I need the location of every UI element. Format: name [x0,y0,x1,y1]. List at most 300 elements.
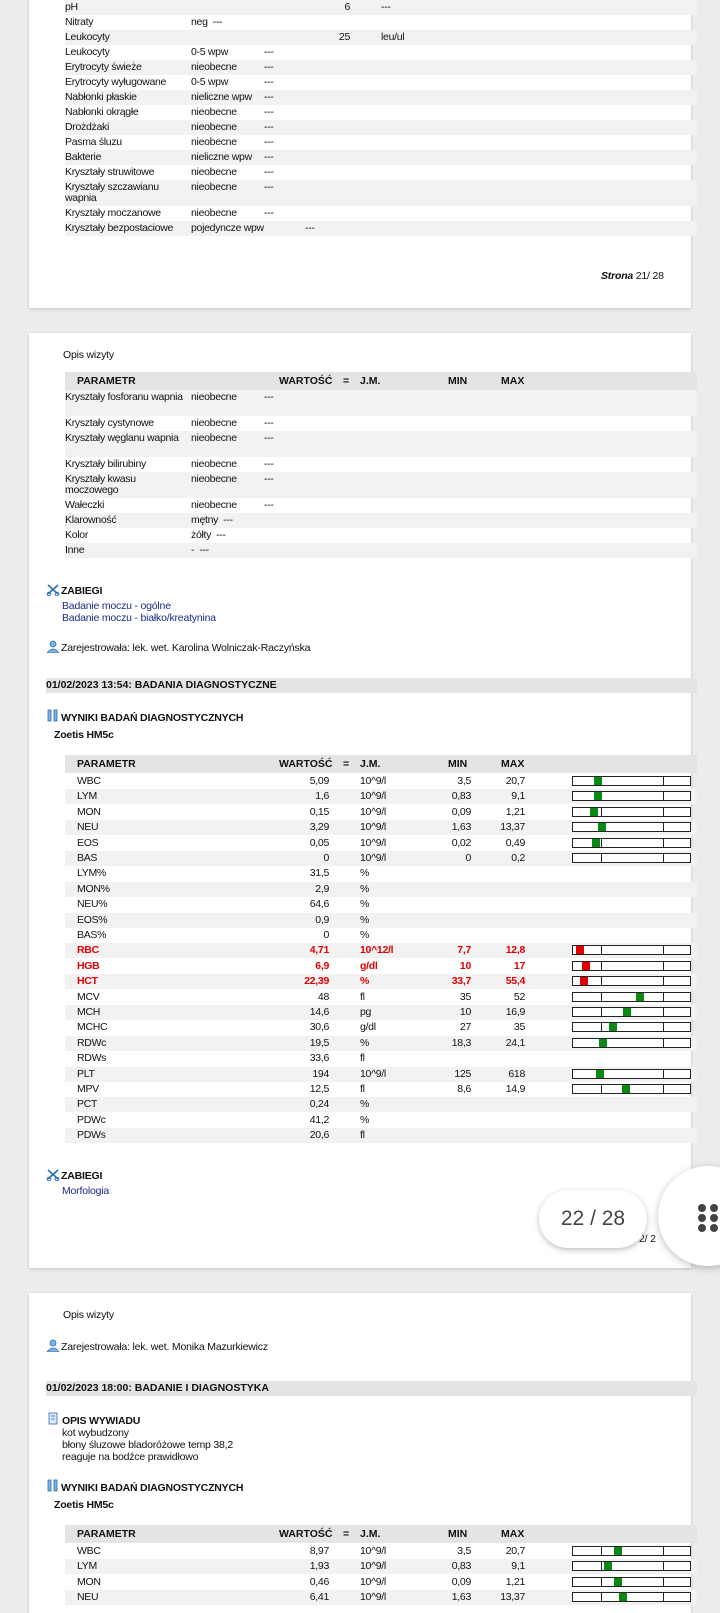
menu-dot [698,1224,706,1232]
table-row [65,959,697,974]
param-value: 0,05 [309,836,329,849]
param-value: 14,6 [309,1006,329,1018]
param-value: 0 [323,852,329,864]
header-eq: = [343,1528,350,1540]
range-tick-max [663,1562,664,1570]
range-marker [623,1008,631,1016]
range-marker [622,1085,630,1093]
param-value-text: - [191,544,195,556]
param-unit: 10^9/l [360,1545,386,1557]
param-value: 6,9 [315,959,329,972]
section-title: 01/02/2023 18:00: BADANIE I DIAGNOSTYKA [46,1382,269,1394]
range-tick-max [663,854,664,862]
range-bar [572,807,691,817]
range-marker [576,946,584,954]
param-name: NEU [77,821,99,834]
param-value: 48 [317,990,329,1003]
registered-by: Zarejestrowała: lek. wet. Karolina Wolniczak-Raczyńska [61,642,311,654]
range-tick-max [663,823,664,831]
param-value: 64,6 [309,898,329,911]
table-row [65,416,697,431]
param-value: nieobecne [191,432,237,444]
table-row [65,120,697,135]
range-tick-max [663,839,664,847]
param-value: nieobecne [191,391,237,403]
param-name: NEU [77,1591,99,1604]
param-value: 0,24 [309,1098,329,1111]
range-tick-min [601,946,602,954]
param-min: 33,7 [451,975,471,988]
param-unit: 10^9/l [360,775,386,787]
header-min: MIN [448,375,468,387]
param-value: 31,5 [309,867,329,880]
param-value: 6,41 [309,1591,329,1604]
param-name: BAS% [77,929,107,941]
table-row [65,60,697,75]
param-unit: --- [381,1,391,13]
param-name: NEU% [77,898,108,911]
range-bar [572,961,691,971]
table-row [65,1544,697,1559]
table-row [65,90,697,105]
section-title: 01/02/2023 13:54: BADANIA DIAGNOSTYCZNE [46,679,277,691]
range-tick-max [663,946,664,954]
param-value: 25 [338,31,350,43]
range-marker [580,977,588,985]
param-name: MON [77,1575,101,1588]
param-name: RDWs [77,1052,107,1065]
range-tick-max [663,962,664,970]
param-value: 194 [312,1067,329,1080]
registered-by: Zarejestrowała: lek. wet. Monika Mazurkiewicz [61,1341,268,1353]
table-row [65,789,697,804]
procedure-link-morphology[interactable]: Morfologia [62,1185,110,1197]
param-min: 10 [459,959,471,972]
param-value: 2,9 [315,882,329,895]
param-min: 0,09 [451,1575,471,1588]
param-value: 0-5 wpw [191,76,228,88]
param-max: 20,7 [505,775,525,787]
param-name: Klarowność [65,514,117,526]
range-tick-min [601,839,602,847]
param-max: 1,21 [505,1575,525,1588]
param-name: pH [65,1,78,13]
range-tick-min [601,808,602,816]
range-tick-max [663,1023,664,1031]
device-name: Zoetis HM5c [54,1499,114,1511]
param-unit: --- [264,499,274,511]
param-value [191,544,209,557]
range-bar [572,838,691,848]
table-row [65,30,697,45]
param-value-text: mętny [191,514,219,526]
param-unit: % [360,1098,370,1111]
param-name: BAS [77,852,98,864]
param-unit: g/dl [360,959,378,972]
param-unit: --- [264,166,274,178]
table-row [65,498,697,513]
interview-title: OPIS WYWIADU [62,1415,141,1427]
report-page-23 [29,1293,691,1613]
param-value: 30,6 [309,1021,329,1034]
param-name: Pasma śluzu [65,136,122,148]
param-value: nieobecne [191,61,237,73]
range-bar [572,1561,691,1571]
range-bar [572,791,691,801]
param-unit: % [360,975,370,988]
param-unit: g/dl [360,1021,376,1034]
test-tubes-icon [46,1479,60,1492]
param-value: nieobecne [191,458,237,470]
range-tick-max [663,1008,664,1016]
range-marker [594,792,602,800]
param-max: 16,9 [505,1006,525,1018]
param-unit: --- [264,121,274,133]
param-unit: --- [264,151,274,163]
range-tick-min [601,854,602,862]
param-name: WBC [77,775,101,787]
param-value-text: żółty [191,529,212,541]
table-row [65,390,697,416]
param-max: 35 [513,1021,525,1034]
range-tick-max [663,1085,664,1093]
visit-description-label: Opis wizyty [63,349,114,361]
param-min: 27 [459,1021,471,1034]
interview-line: kot wybudzony [62,1427,129,1439]
param-unit: fl [360,1052,365,1065]
param-value: nieobecne [191,207,237,219]
param-name: MPV [77,1083,99,1095]
range-marker [609,1023,617,1031]
param-max: 1,21 [505,805,525,818]
param-name: Erytrocyty wyługowane [65,76,167,88]
menu-dot [710,1224,718,1232]
param-name: Nabłonki płaskie [65,91,137,103]
param-name: LYM [77,790,97,803]
table-row [65,206,697,221]
range-tick-min [601,1023,602,1031]
param-value [191,16,222,29]
procedures-title: ZABIEGI [61,1170,103,1182]
visit-description-label: Opis wizyty [63,1309,114,1321]
param-value: 0 [323,929,329,941]
table-row [65,180,697,206]
param-value: 33,6 [309,1052,329,1065]
param-unit: fl [360,1083,365,1095]
range-bar [572,992,691,1002]
param-value: nieobecne [191,473,237,485]
param-name: HCT [77,975,98,988]
param-value: 12,5 [309,1083,329,1095]
range-tick-min [601,1578,602,1586]
procedure-link-urine-protein[interactable]: Badanie moczu - białko/kreatynina [62,612,216,624]
param-unit: --- [223,514,233,526]
param-unit: --- [264,473,274,485]
table-row [65,1020,697,1035]
param-unit: 10^9/l [360,836,386,849]
param-name: PDWc [77,1113,106,1126]
page-indicator[interactable]: 22 / 28 [539,1190,647,1248]
param-max: 12,8 [505,944,525,957]
header-wartosc: WARTOŚĆ [279,758,333,770]
param-value: 19,5 [309,1036,329,1049]
range-tick-min [601,1547,602,1555]
param-unit: --- [199,544,209,556]
range-bar [572,1577,691,1587]
range-marker [592,839,600,847]
param-min: 3,5 [457,775,471,787]
param-min: 0,83 [451,1560,471,1573]
header-eq: = [343,758,350,770]
header-max: MAX [501,375,525,387]
param-name: EOS% [77,913,108,926]
header-unit: J.M. [360,758,381,770]
param-name: PLT [77,1067,95,1080]
param-unit: --- [264,76,274,88]
param-name: Erytrocyty świeże [65,61,142,73]
param-unit: --- [264,136,274,148]
table-row [65,221,697,236]
param-unit: % [360,882,370,895]
report-page-22 [29,333,691,1268]
header-max: MAX [501,758,525,770]
param-unit: 10^12/l [360,944,394,957]
range-marker [590,808,598,816]
range-tick-max [663,977,664,985]
param-max: 52 [513,990,525,1003]
param-unit: --- [264,432,274,444]
table-row [65,472,697,498]
blood-table-header [65,755,697,773]
table-row [65,974,697,989]
header-unit: J.M. [360,375,381,387]
param-min: 3,5 [457,1545,471,1557]
param-unit: 10^9/l [360,1560,386,1573]
param-min: 1,63 [451,821,471,834]
param-max: 618 [508,1067,525,1080]
param-min: 7,7 [457,944,471,957]
range-marker [594,777,602,785]
table-row [65,1067,697,1082]
param-unit: leu/ul [381,31,405,43]
param-max: 24,1 [505,1036,525,1049]
param-value: nieobecne [191,121,237,133]
range-marker [614,1547,622,1555]
param-name: MON [77,805,101,818]
param-unit: --- [264,46,274,58]
param-value: 8,97 [309,1545,329,1557]
header-unit: J.M. [360,1528,381,1540]
param-max: 9,1 [511,790,525,803]
param-unit: 10^9/l [360,821,386,834]
param-name: MON% [77,882,110,895]
page-footer [601,270,664,282]
param-min: 0,02 [451,836,471,849]
param-unit: --- [264,106,274,118]
param-unit: --- [264,417,274,429]
range-marker [599,1039,607,1047]
param-min: 8,6 [457,1083,471,1095]
range-marker [604,1562,612,1570]
param-unit: 10^9/l [360,1067,386,1080]
section-header-examination [46,1381,697,1396]
range-tick-max [663,792,664,800]
section-header-diagnostics [46,678,697,693]
range-bar [572,976,691,986]
param-max: 55,4 [505,975,525,988]
range-bar [572,1069,691,1079]
table-row [65,75,697,90]
range-bar [572,776,691,786]
table-row [65,1005,697,1020]
header-wartosc: WARTOŚĆ [279,375,333,387]
range-tick-min [601,1008,602,1016]
interview-line: reaguje na bodźce prawidłowo [62,1451,199,1463]
param-value: 1,93 [309,1560,329,1573]
param-unit: --- [264,181,274,193]
header-min: MIN [448,758,468,770]
param-value: nieobecne [191,499,237,511]
table-row [65,528,697,543]
param-min: 35 [459,990,471,1003]
range-tick-max [663,1039,664,1047]
param-name: PDWs [77,1129,106,1142]
range-tick-max [663,1578,664,1586]
param-min: 125 [454,1067,471,1080]
param-unit: % [360,913,370,926]
range-bar [572,945,691,955]
range-tick-min [601,1085,602,1093]
param-min: 10 [459,1006,471,1018]
param-value-text: neg [191,16,208,28]
procedure-icon [46,1168,60,1181]
param-value: 41,2 [309,1113,329,1126]
table-row [65,1082,697,1097]
header-eq: = [343,375,350,387]
param-unit: 10^9/l [360,790,386,803]
table-row [65,457,697,472]
table-row [65,928,697,943]
param-name: WBC [77,1545,101,1557]
table-row [65,866,697,881]
interview-text [62,1427,233,1463]
param-unit: % [360,929,370,941]
table-row [65,943,697,958]
param-value: nieobecne [191,106,237,118]
param-value: 3,29 [309,821,329,834]
menu-dot [698,1204,706,1212]
range-bar [572,1546,691,1556]
param-value: nieliczne wpw [191,91,252,103]
diagnostic-results-title: WYNIKI BADAŃ DIAGNOSTYCZNYCH [61,1482,244,1494]
table-row [65,513,697,528]
param-value: nieobecne [191,166,237,178]
table-row [65,1097,697,1112]
param-max: 13,37 [500,821,525,834]
param-value: 22,39 [304,975,329,988]
table-row [65,774,697,789]
header-min: MIN [448,1528,468,1540]
test-tubes-icon [46,709,60,722]
param-name: Bakterie [65,151,102,163]
range-tick-max [663,993,664,1001]
param-max: 0,49 [505,836,525,849]
diagnostic-results-title: WYNIKI BADAŃ DIAGNOSTYCZNYCH [61,712,244,724]
range-tick-min [601,962,602,970]
menu-dot [710,1204,718,1212]
param-value: 1,6 [315,790,329,803]
param-min: 0 [465,852,471,864]
range-tick-min [601,993,602,1001]
table-row [65,913,697,928]
param-name: Kryształy struwitowe [65,166,155,178]
param-unit: 10^9/l [360,1591,386,1604]
param-unit: 10^9/l [360,1575,386,1588]
range-marker [598,823,606,831]
param-name: Nabłonki okrągłe [65,106,139,118]
param-value: 6 [344,1,350,13]
table-row [65,105,697,120]
doctor-icon [46,1339,60,1352]
param-unit: --- [216,529,226,541]
param-name: Kryształy węglanu wapnia [65,432,179,444]
param-name: PCT [77,1098,98,1111]
range-tick-max [663,777,664,785]
param-value: nieliczne wpw [191,151,252,163]
param-name: Leukocyty [65,31,110,43]
param-unit: 10^9/l [360,852,386,864]
param-value: nieobecne [191,417,237,429]
param-unit: % [360,1113,370,1126]
param-min: 0,09 [451,805,471,818]
param-unit: % [360,898,370,911]
param-name: Nitraty [65,16,94,28]
procedure-icon [46,583,60,596]
procedure-link-urine-general[interactable]: Badanie moczu - ogólne [62,600,171,612]
param-name: Kolor [65,529,89,541]
param-name: Kryształy moczanowe [65,207,161,219]
param-value [191,514,233,527]
param-min: 1,63 [451,1591,471,1604]
param-name: Kryształy cystynowe [65,417,154,429]
param-unit: --- [264,207,274,219]
table-row [65,0,697,15]
table-row [65,805,697,820]
table-row [65,165,697,180]
table-row [65,1113,697,1128]
table-row [65,15,697,30]
param-value: 0,15 [309,805,329,818]
param-name: Kryształy bezpostaciowe [65,222,174,234]
param-unit: --- [264,458,274,470]
interview-line: błony śluzowe bladoróżowe temp 38,2 [62,1439,234,1451]
param-value: nieobecne [191,136,237,148]
param-name: Kryształy szczawianu wapnia [65,181,159,204]
param-name: Wałeczki [65,499,105,511]
table-row [65,820,697,835]
param-value: 20,6 [309,1129,329,1142]
range-tick-min [601,977,602,985]
header-max: MAX [501,1528,525,1540]
blood-table-header [65,1525,697,1543]
interview-icon [46,1412,60,1425]
range-bar [572,822,691,832]
param-value: 5,09 [309,775,329,787]
param-value: 0,46 [309,1575,329,1588]
header-parametr: PARAMETR [77,758,136,770]
table-row [65,543,697,558]
header-wartosc: WARTOŚĆ [279,1528,333,1540]
